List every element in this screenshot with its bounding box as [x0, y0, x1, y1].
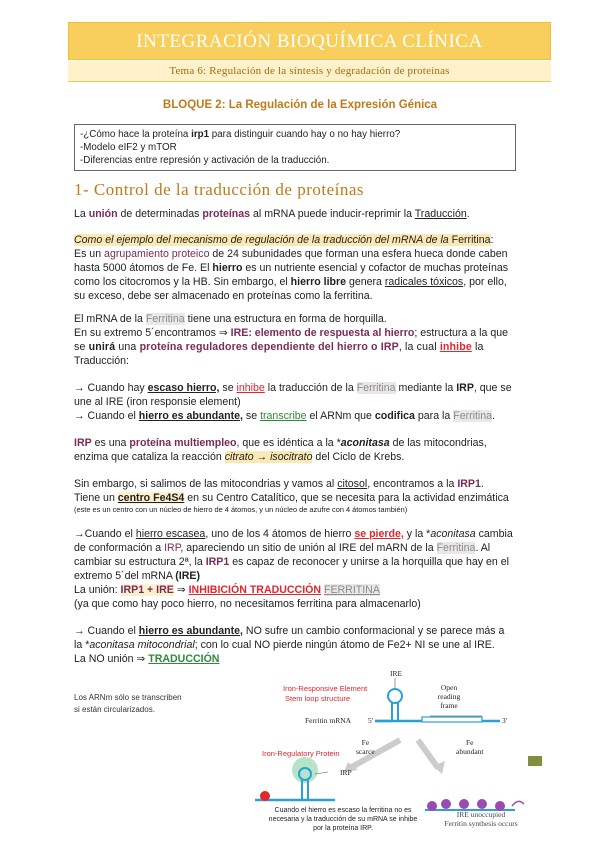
- label-ire: IRE: [390, 669, 403, 678]
- label-fe-abundant: Fe abundant: [456, 738, 484, 756]
- question-3: -Diferencias entre represión y activación de la traducción.: [80, 155, 330, 166]
- cap-icon: [260, 791, 270, 801]
- document-title: INTEGRACIÓN BIOQUÍMICA CLÍNICA: [68, 22, 551, 60]
- label-irp-protein: Iron-Regulatory Protein: [262, 749, 340, 758]
- label-3prime: 3': [502, 716, 508, 725]
- label-ire-unoccupied: IRE unoccupied Ferritin synthesis occurs: [444, 810, 518, 828]
- paragraph-hierro-escasea: →Cuando el hierro escasea, uno de los 4 átomos de hierro se pierde, y la *aconitasa cambia de conformación a IRP, apareciendo un sitio de unión al IRE del mARN de la Ferritina. Al cambiar su estructura 2ª, la IRP1 es capaz de reconocer y unirse a la horquilla que hay en el extremo 5´del mRNA (IRE) La unión: IRP1 + IRE ⇒ INHIBICIÓN TRADUCCIÓN FERRITINA (ya que como hay poco hierro, no necesitamos ferritina para almacenarlo): [74, 528, 513, 610]
- question-1: -¿Cómo hace la proteína irp1 para distinguir cuando hay o no hay hierro?: [80, 129, 401, 140]
- bloque-heading: BLOQUE 2: La Regulación de la Expresión Génica: [162, 99, 438, 111]
- reading-frame-box: [422, 717, 482, 722]
- question-2: -Modelo eIF2 y mTOR: [80, 142, 177, 153]
- paragraph-hierro-abundante: → Cuando el hierro es abundante, NO sufre un cambio conformacional y se parece más a la *aconitasa mitocondrial; con lo cual NO pierde ningún átomo de Fe2+ NI se une al IRE. La NO unión ⇒ TRADUCCIÓN: [74, 625, 505, 665]
- corner-decoration: [528, 756, 542, 766]
- document-subtitle: Tema 6: Regulación de la síntesis y degradación de proteínas: [68, 61, 551, 82]
- paragraph-casos: → Cuando hay escaso hierro, se inhibe la traducción de la Ferritina mediante la IRP, que se une al IRE (iron responsie element) → Cuando el hierro es abundante, se transcribe el ARNm que codifica para la Ferritina.: [74, 382, 512, 422]
- side-note: Los ARNm sólo se transcriben si están circularizados.: [74, 693, 182, 714]
- stem-loop: [388, 689, 402, 703]
- questions-box: [74, 124, 516, 171]
- arrow-fe-abundant: [418, 740, 438, 768]
- label-fe-scarce: Fe scarce: [356, 738, 375, 756]
- paragraph-horquilla: El mRNA de la Ferritina tiene una estructura en forma de horquilla. En su extremo 5´encontramos ⇒ IRE: elemento de respuesta al hierro; estructura a la que se unirá una proteína reguladores dependiente del hierro o IRP, la cual inhibe la Traducción:: [74, 313, 508, 367]
- label-stem-loop: Stem loop structure: [285, 694, 351, 703]
- section-heading: 1- Control de la traducción de proteínas: [74, 180, 365, 199]
- label-irp: IRP: [340, 768, 352, 777]
- paragraph-citosol: Sin embargo, si salimos de las mitocondrias y vamos al citosol, encontramos a la IRP1. Tiene un centro Fe4S4 en su Centro Catalítico, que se necesita para la actividad enzimática (este es un centro con un núcleo de hierro de 4 átomos, y un núcleo de azufre con 4 átomos también): [74, 478, 509, 514]
- label-5prime: 5': [368, 716, 374, 725]
- label-ferritin-mrna: Ferritin mRNA: [305, 716, 352, 725]
- paragraph-ferritina: Como el ejemplo del mecanismo de regulación de la traducción del mRNA de la Ferritina: Es un agrupamiento proteico de 24 subunidades que forman una esfera hueca donde caben hasta 5000 átomos de Fe. El hierro es un nutriente esencial y cofactor de muchas proteínas como los citocromos y la HB. Sin embargo, el hierro libre genera radicales tóxicos, por ello, su exceso, debe ser almacenado en proteínas como la ferritina.: [74, 234, 509, 302]
- stem-loop-stem: [392, 702, 398, 721]
- diagram-caption: Cuando el hierro es escaso la ferritina no es necesaria y la traducción de su mRNA se inhibe por la proteína IRP.: [268, 807, 418, 832]
- paragraph-intro: La unión de determinadas proteínas al mRNA puede inducir-reprimir la Traducción.: [74, 208, 470, 220]
- paragraph-irp: IRP es una proteína multiempleo, que es idéntica a la *aconitasa de las mitocondrias, enzima que cataliza la reacción citrato → isocitrato del Ciclo de Krebs.: [74, 437, 487, 463]
- label-ire-element: Iron-Responsive Element: [283, 684, 368, 693]
- label-orf: Open reading frame: [437, 683, 461, 710]
